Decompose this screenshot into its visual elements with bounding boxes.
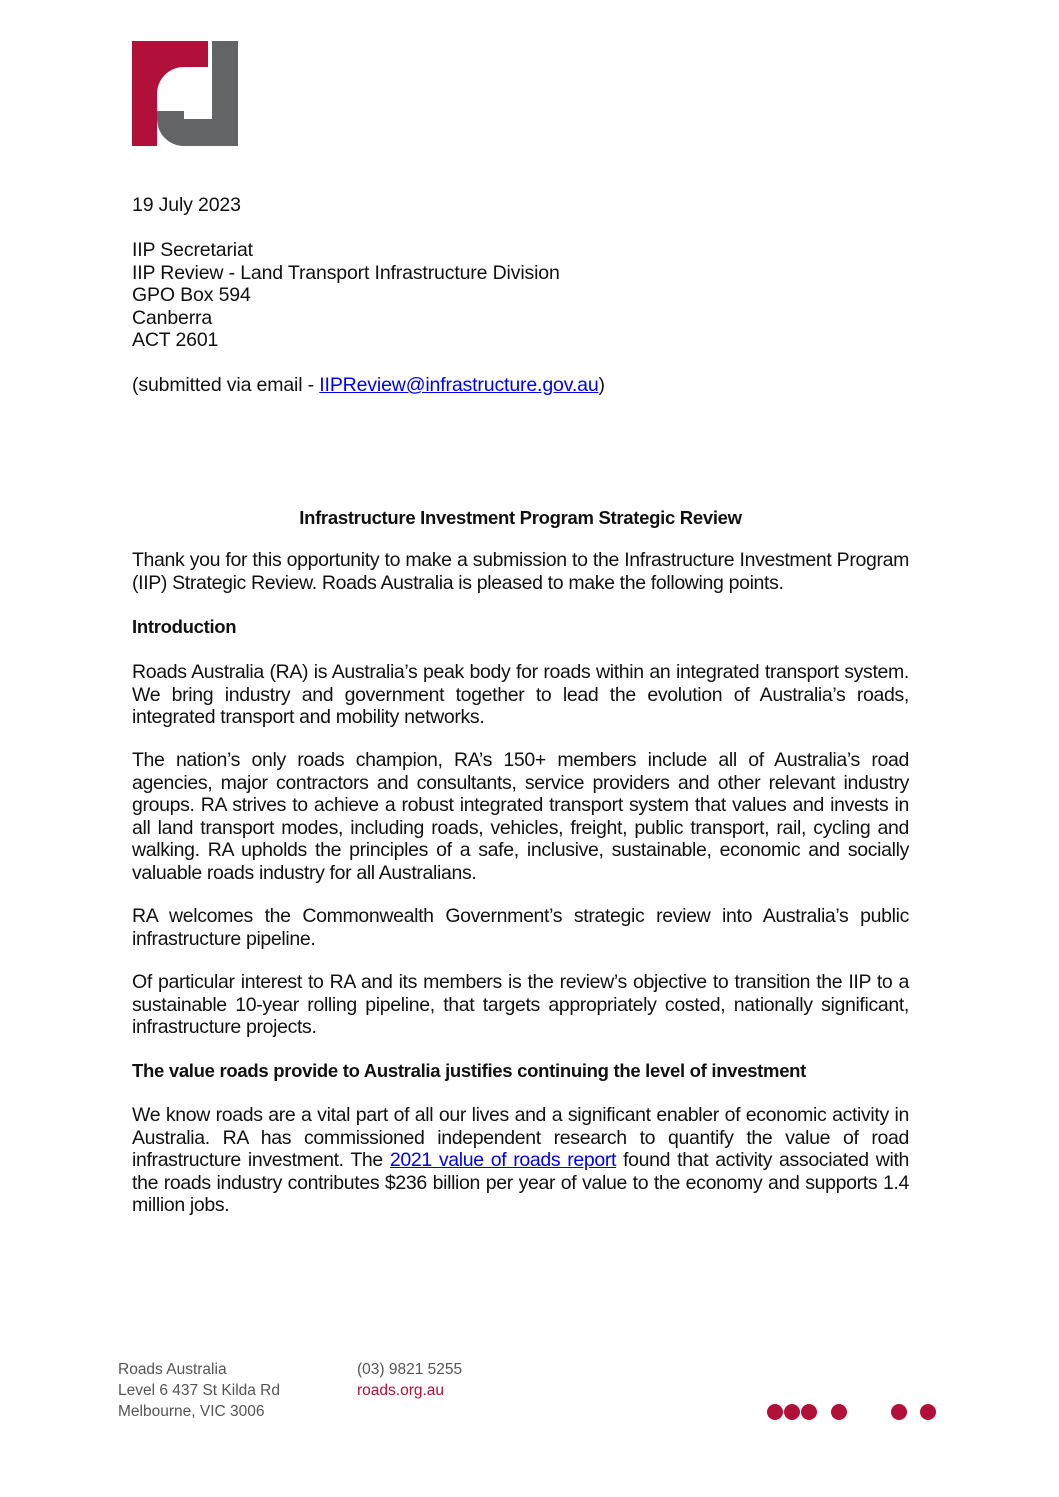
paragraph: Thank you for this opportunity to make a submission to the Infrastructure Investment Program (IIP) Strategic Review. Roads Australia is pleased to make the following points. (132, 549, 909, 594)
section-heading: The value roads provide to Australia justifies continuing the level of investment (132, 1060, 807, 1081)
paragraph-block (132, 749, 909, 884)
email-link[interactable]: IIPReview@infrastructure.gov.au (319, 374, 599, 396)
section-heading: Introduction (132, 616, 237, 637)
letter-date: 19 July 2023 (132, 194, 241, 216)
paragraph-block (132, 1104, 909, 1217)
recipient-line: GPO Box 594 (132, 284, 251, 306)
section-value-roads (132, 1060, 909, 1083)
recipient-line: ACT 2601 (132, 329, 219, 351)
paragraph-text: We know roads are a vital part of all our lives and a significant enabler of economic activity in Australia. RA has commissioned independent research to quantify the value of road infrastructure investment. The (132, 1104, 909, 1171)
intro-paragraph (132, 549, 909, 594)
recipient-line: Canberra (132, 306, 213, 329)
roads-australia-logo (132, 41, 238, 146)
dot (891, 1404, 907, 1420)
paragraph: RA welcomes the Commonwealth Government’s strategic review into Australia’s public infrastructure pipeline. (132, 905, 909, 950)
submission-prefix: (submitted via email - (132, 374, 320, 396)
dot (920, 1404, 936, 1420)
footer-org-name: Roads Australia (118, 1361, 227, 1378)
paragraph: Roads Australia (RA) is Australia’s peak body for roads within an integrated transport system. We bring industry and government together to lead the evolution of Australia’s roads, integrated transport and mobility networks. (132, 661, 909, 728)
dot (831, 1404, 847, 1420)
paragraph: The nation’s only roads champion, RA’s 150+ members include all of Australia’s road agencies, major contractors and consultants, service providers and other relevant industry groups. RA strives to achieve a robust integrated transport system that values and invests in all land transport modes, including roads, vehicles, freight, public transport, rail, cycling and walking. RA upholds the principles of a safe, inclusive, sustainable, economic and socially valuable roads industry for all Australians. (132, 749, 909, 884)
dot (784, 1404, 800, 1420)
footer-website-link[interactable]: roads.org.au (357, 1382, 445, 1399)
footer-contact (357, 1359, 462, 1401)
submission-note (132, 374, 605, 397)
value-of-roads-report-link[interactable]: 2021 value of roads report (389, 1149, 617, 1171)
paragraph: Of particular interest to RA and its members is the review’s objective to transition the IIP to a sustainable 10-year rolling pipeline, that targets appropriately costed, nationally significant, infrastructure projects. (132, 971, 909, 1038)
submission-suffix: ) (598, 374, 605, 396)
decorative-dots-icon (760, 1400, 950, 1424)
footer-phone: (03) 9821 5255 (357, 1361, 463, 1378)
paragraph-block (132, 905, 909, 950)
footer-address-line: Melbourne, VIC 3006 (118, 1403, 265, 1420)
recipient-address (132, 239, 560, 352)
paragraph (132, 1104, 909, 1217)
recipient-line: IIP Review - Land Transport Infrastructure Division (132, 261, 560, 284)
footer-address-line: Level 6 437 St Kilda Rd (118, 1382, 280, 1399)
paragraph-text: found that activity associated with the roads industry contributes $236 billion per year of value to the economy and supports 1.4 million jobs. (132, 1149, 910, 1216)
document-title: Infrastructure Investment Program Strategic Review (299, 507, 742, 528)
dot (801, 1404, 817, 1420)
footer-address (118, 1359, 280, 1422)
paragraph-block (132, 971, 909, 1039)
recipient-line: IIP Secretariat (132, 239, 253, 261)
dot (767, 1404, 783, 1420)
section-introduction (132, 616, 909, 639)
paragraph-block (132, 661, 909, 729)
